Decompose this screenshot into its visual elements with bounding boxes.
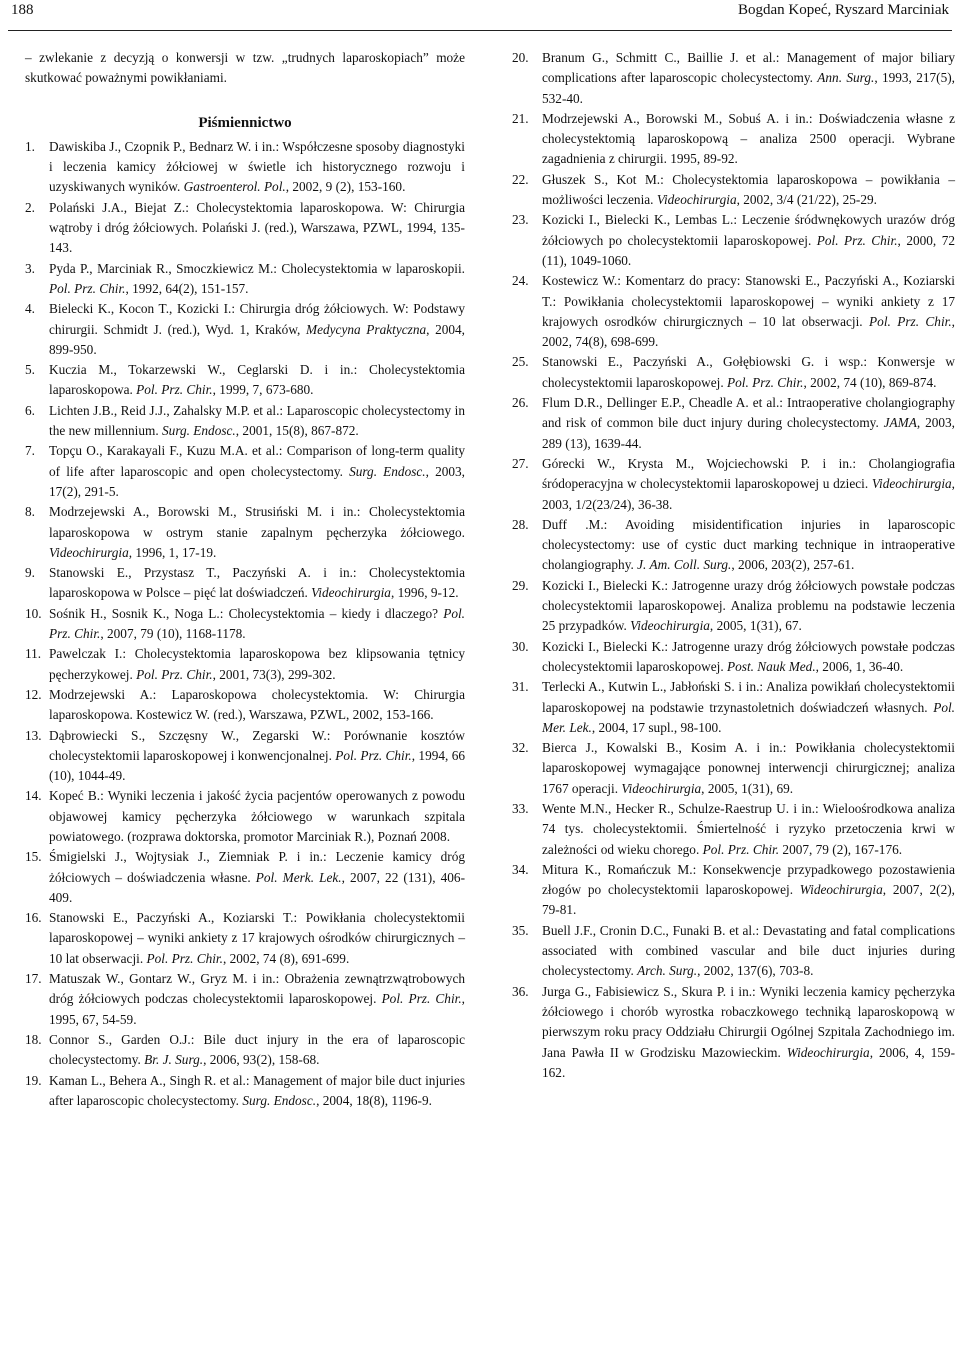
reference-number: 22. bbox=[512, 171, 529, 187]
reference-journal: Pol. Prz. Chir. bbox=[702, 841, 780, 857]
reference-number: 21. bbox=[512, 110, 529, 126]
reference-details: , 1994, 66 (10), 1044-49. bbox=[49, 747, 465, 784]
reference-item bbox=[512, 48, 955, 109]
reference-journal: Videochirurgia bbox=[311, 585, 391, 601]
reference-text: Stanowski E., Paczyński A., Koziarski T.: Powikłania cholecystektomii laparoskopowej – wyniki ankiety z 17 krajowych ośrodków chirurgicznych – 10 lat obserwacji. bbox=[49, 910, 465, 966]
reference-details: 2007, 79 (2), 167-176. bbox=[779, 841, 903, 857]
reference-number: 23. bbox=[512, 212, 529, 228]
reference-number: 6. bbox=[25, 402, 35, 418]
reference-text: Bielecki K., Kocon T., Kozicki I.: Chirurgia dróg żółciowych. W: Podstawy chirurgii. Schmidt J. (red.), Wyd. 1, Kraków, bbox=[49, 301, 465, 337]
reference-list-right bbox=[512, 48, 955, 1083]
reference-number: 15. bbox=[25, 849, 42, 865]
reference-text: Wente M.N., Hecker R., Schulze-Raestrup U. i in.: Wieloośrodkowa analiza 74 tys. cholecystektomii. Śmiertelność i ryzyko przetoczenia krwi w zależności od wieku chorego. bbox=[542, 800, 955, 857]
reference-journal: J. Am. Coll. Surg. bbox=[637, 557, 732, 573]
reference-number: 26. bbox=[512, 395, 529, 411]
reference-text: Kozicki I., Bielecki K., Lembas L.: Leczenie śródwnękowych urazów dróg żółciowych po cholecystektomii laparoskopowej. bbox=[542, 212, 955, 248]
reference-text: Buell J.F., Cronin D.C., Funaki B. et al.: Devastating and fatal complications associated with combined vascular and bile duct injuries during cholecystectomy. bbox=[542, 922, 955, 979]
reference-item bbox=[25, 786, 465, 847]
reference-journal: Br. J. Surg. bbox=[144, 1052, 204, 1068]
reference-journal: Ann. Surg. bbox=[817, 70, 875, 86]
reference-item bbox=[25, 563, 465, 604]
reference-number: 34. bbox=[512, 861, 529, 877]
reference-item bbox=[25, 604, 465, 645]
reference-text: Głuszek S., Kot M.: Cholecystektomia laparoskopowa – powikłania – możliwości leczenia. bbox=[542, 171, 955, 208]
reference-number: 35. bbox=[512, 922, 529, 938]
reference-text: Bierca J., Kowalski B., Kosim A. i in.: Powikłania cholecystektomii laparoskopowej wymagające ponownej interwencji chirurgicznej; analiza 1767 operacji. bbox=[542, 740, 955, 796]
reference-details: , 2007, 22 (131), 406-409. bbox=[49, 869, 465, 905]
reference-number: 19. bbox=[25, 1072, 42, 1088]
reference-journal: Pol. Prz. Chir. bbox=[146, 950, 223, 966]
reference-text: Górecki W., Krysta M., Wojciechowski P. i in.: Cholangiografia śródoperacyjna w cholecystektomii laparoskopowej u dzieci. bbox=[542, 455, 955, 492]
reference-item bbox=[512, 393, 955, 454]
reference-details: , 2003, 1/2(23/24), 36-38. bbox=[542, 476, 955, 512]
reference-text: Terlecki A., Kutwin L., Jabłoński S. i in.: Analiza powikłań cholecystektomii laparoskopowej na podstawie trzynastoletnich doświadczeń własnych. bbox=[542, 679, 955, 715]
reference-journal: Videochirurgia bbox=[656, 192, 737, 208]
reference-item bbox=[25, 137, 465, 198]
reference-journal: Pol. Prz. Chir. bbox=[136, 666, 213, 682]
reference-text: Duff .M.: Avoiding misidentification injuries in laparoscopic cholecystectomy: use of cystic duct marking technique in intraoperative cholangiography. bbox=[542, 516, 955, 573]
reference-text: Mitura K., Romańczuk M.: Konsekwencje przypadkowego pozostawienia złogów po cholecystektomii laparoskopowej. bbox=[542, 861, 955, 898]
reference-journal: Gastroenterol. Pol. bbox=[183, 179, 286, 195]
reference-item bbox=[512, 271, 955, 352]
reference-item bbox=[25, 360, 465, 401]
reference-details: , 1996, 1, 17-19. bbox=[128, 544, 217, 560]
reference-journal: Videochirurgia bbox=[621, 780, 702, 796]
reference-number: 11. bbox=[25, 646, 42, 662]
reference-details: , 1999, 7, 673-680. bbox=[212, 382, 314, 398]
reference-details: , 2001, 15(8), 867-872. bbox=[235, 423, 359, 439]
reference-number: 2. bbox=[25, 199, 35, 215]
reference-text: Kozicki I., Bielecki K.: Jatrogenne urazy dróg żółciowych powstałe podczas cholecystektomii laparoskopowej. Analiza problemu na podstawie leczenia 25 przypadków. bbox=[542, 577, 955, 634]
reference-number: 25. bbox=[512, 354, 529, 370]
reference-number: 20. bbox=[512, 50, 529, 65]
reference-number: 4. bbox=[25, 301, 35, 317]
reference-number: 8. bbox=[25, 504, 35, 520]
reference-journal: Pol. Prz. Chir. bbox=[136, 382, 213, 398]
reference-list-left bbox=[25, 137, 465, 1111]
reference-number: 13. bbox=[25, 727, 42, 743]
reference-text: Connor S., Garden O.J.: Bile duct injury in the era of laparoscopic cholecystectomy. bbox=[49, 1031, 465, 1068]
reference-text: Kostewicz W.: Komentarz do pracy: Stanowski E., Paczyński A., Koziarski T.: Powikłania cholecystektomii laparoskopowej – wyniki ankiety z 17 krajowych osrodków chirurgicznych – 10 lat obserwacji. bbox=[542, 273, 955, 329]
reference-text: Stanowski E., Przystasz T., Paczyński A. i in.: Cholecystektomia laparoskopowa w Polsce – pięć lat doświadczeń. bbox=[49, 565, 465, 601]
reference-journal: Surg. Endosc. bbox=[162, 423, 236, 439]
reference-number: 30. bbox=[512, 638, 529, 654]
reference-details: , 1996, 9-12. bbox=[390, 585, 459, 601]
reference-details: , 2002, 9 (2), 153-160. bbox=[285, 179, 406, 195]
reference-details: , 2004, 899-950. bbox=[49, 321, 466, 357]
reference-text: Modrzejewski A., Borowski M., Sobuś A. i in.: Doświadczenia własne z cholecystektomią laparoskopową – analiza 2500 operacji. Wybrane zagadnienia z chirurgii. 1995, 89-92. bbox=[542, 110, 955, 167]
reference-details: , 2002, 74 (10), 869-874. bbox=[803, 374, 937, 390]
reference-journal: Surg. Endosc. bbox=[242, 1092, 317, 1108]
reference-item bbox=[25, 644, 465, 685]
reference-number: 27. bbox=[512, 455, 529, 471]
reference-number: 28. bbox=[512, 516, 529, 532]
reference-text: Jurga G., Fabisiewicz S., Skura P. i in.: Wyniki leczenia kamicy pęcherzyka żółciowego i chorób wyrostka robaczkowego techniką laparoskopową w pierwszym roku pracy Oddziału Chirurgii Ogólnej Szpitala Zachodniego im. Jana Pawła II w Grodzisku Mazowieckim. bbox=[542, 983, 955, 1060]
reference-details: , 2006, 203(2), 257-61. bbox=[731, 557, 855, 573]
reference-item bbox=[25, 198, 465, 259]
reference-journal: Surg. Endosc. bbox=[349, 463, 426, 479]
reference-details: , 2006, 1, 36-40. bbox=[815, 658, 904, 674]
reference-item bbox=[512, 210, 955, 271]
reference-item bbox=[512, 109, 955, 170]
reference-journal: Pol. Prz. Chir. bbox=[869, 313, 952, 329]
reference-journal: Pol. Prz. Chir. bbox=[727, 374, 804, 390]
reference-details: , 1992, 64(2), 151-157. bbox=[125, 280, 249, 296]
left-column bbox=[25, 48, 465, 1111]
reference-item bbox=[512, 637, 955, 678]
reference-item bbox=[512, 738, 955, 799]
reference-item bbox=[25, 299, 465, 360]
reference-journal: JAMA bbox=[883, 415, 917, 431]
reference-number: 32. bbox=[512, 740, 529, 756]
reference-text: Lichten J.B., Reid J.J., Zahalsky M.P. et al.: Laparoscopic cholecystectomy in the new millennium. bbox=[49, 402, 465, 439]
reference-number: 7. bbox=[25, 443, 35, 459]
reference-journal: Arch. Surg. bbox=[637, 963, 698, 979]
reference-journal: Pol. Mer. Lek. bbox=[542, 699, 955, 735]
reference-journal: Post. Nauk Med. bbox=[727, 658, 816, 674]
reference-journal: Videochirurgia bbox=[871, 476, 952, 492]
reference-details: , 2002, 137(6), 703-8. bbox=[697, 963, 814, 979]
reference-details: , 2007, 79 (10), 1168-1178. bbox=[100, 626, 246, 642]
reference-details: , 1993, 217(5), 532-40. bbox=[542, 70, 955, 106]
reference-text: Topçu O., Karakayali F., Kuzu M.A. et al.: Comparison of long-term quality of life after laparoscopic and open cholecystectomy. bbox=[49, 443, 465, 479]
reference-item bbox=[512, 515, 955, 576]
reference-details: , 2006, 4, 159-162. bbox=[542, 1044, 955, 1080]
reference-text: Sośnik H., Sosnik K., Noga L.: Cholecystektomia – kiedy i dlaczego? bbox=[49, 605, 444, 621]
reference-journal: Wideochirurgia bbox=[786, 1044, 870, 1060]
reference-details: , 2005, 1(31), 67. bbox=[709, 618, 802, 634]
reference-number: 24. bbox=[512, 273, 529, 289]
reference-text: Dąbrowiecki S., Szczęsny W., Zegarski W.: Porównanie kosztów cholecystektomii laparoskopowej i konwencjonalnej. bbox=[49, 727, 465, 763]
reference-number: 16. bbox=[25, 910, 42, 926]
reference-journal: Videochirurgia bbox=[630, 618, 710, 634]
reference-number: 29. bbox=[512, 577, 529, 593]
reference-number: 31. bbox=[512, 679, 529, 695]
reference-item bbox=[512, 799, 955, 860]
reference-journal: Wideochirurgia bbox=[799, 882, 883, 898]
reference-details: , 2001, 73(3), 299-302. bbox=[212, 666, 336, 682]
reference-text: Stanowski E., Paczyński A., Gołębiowski G. i wsp.: Konwersje w cholecystektomii laparoskopowej. bbox=[542, 354, 955, 390]
reference-text: Kaman L., Behera A., Singh R. et al.: Management of major bile duct injuries after laparoscopic cholecystectomy. bbox=[49, 1072, 465, 1108]
reference-item bbox=[25, 969, 465, 1030]
reference-journal: Pol. Prz. Chir. bbox=[816, 232, 898, 248]
reference-item bbox=[25, 401, 465, 442]
reference-text: Modrzejewski A., Borowski M., Strusiński M. i in.: Cholecystektomia laparoskopowa w ostrym stanie zapalnym pęcherzyka żółciowego. bbox=[49, 504, 465, 540]
reference-journal: Pol. Prz. Chir. bbox=[49, 280, 126, 296]
reference-number: 14. bbox=[25, 788, 42, 804]
reference-number: 17. bbox=[25, 971, 42, 987]
reference-journal: Pol. Merk. Lek. bbox=[255, 869, 342, 885]
reference-text: Branum G., Schmitt C., Baillie J. et al.: Management of major biliary complications after laparoscopic cholecystectomy. bbox=[542, 50, 955, 86]
reference-journal: Medycyna Praktyczna bbox=[306, 321, 427, 337]
reference-details: , 2004, 18(8), 1196-9. bbox=[316, 1092, 432, 1108]
reference-item bbox=[25, 908, 465, 969]
reference-number: 1. bbox=[25, 138, 35, 154]
intro-paragraph: – zwlekanie z decyzją o konwersji w tzw. „trudnych laparoskopiach” może skutkować poważnymi powikłaniami. bbox=[25, 50, 465, 86]
reference-text: Flum D.R., Dellinger E.P., Cheadle A. et al.: Intraoperative cholangiography and risk of common bile duct injury during cholecystectomy. bbox=[542, 395, 955, 431]
reference-journal: Videochirurgia bbox=[49, 544, 129, 560]
reference-item bbox=[512, 921, 955, 982]
reference-item bbox=[512, 576, 955, 637]
reference-details: , 2002, 74(8), 698-699. bbox=[542, 313, 955, 350]
reference-number: 10. bbox=[25, 605, 42, 621]
reference-item bbox=[512, 677, 955, 738]
reference-number: 9. bbox=[25, 565, 35, 581]
reference-item bbox=[25, 259, 465, 300]
reference-item bbox=[25, 441, 465, 502]
right-column bbox=[512, 48, 955, 1083]
reference-text: Polański J.A., Biejat Z.: Cholecystektomia laparoskopowa. W: Chirurgia wątroby i dróg żółciowych. Polański J. (red.), Warszawa, PZWL, 1994, 135-143. bbox=[49, 199, 465, 256]
reference-item bbox=[512, 352, 955, 393]
reference-details: , 2006, 93(2), 158-68. bbox=[203, 1052, 320, 1068]
page-header bbox=[8, 0, 952, 31]
reference-journal: Pol. Prz. Chir. bbox=[49, 605, 465, 642]
reference-text: Śmigielski J., Wojtysiak J., Ziemniak P. i in.: Leczenie kamicy dróg żółciowych – doświadczenia własne. bbox=[49, 849, 465, 885]
reference-details: , 2003, 17(2), 291-5. bbox=[49, 463, 465, 499]
reference-item bbox=[25, 847, 465, 908]
reference-item bbox=[25, 1030, 465, 1071]
reference-details: , 2007, 2(2), 79-81. bbox=[542, 882, 955, 918]
page-number: 188 bbox=[11, 2, 34, 18]
reference-details: , 2005, 1(31), 69. bbox=[701, 780, 794, 796]
reference-item bbox=[25, 726, 465, 787]
reference-text: Modrzejewski A.: Laparoskopowa cholecystektomia. W: Chirurgia laparoskopowa. Kostewicz W. (red.), Warszawa, PZWL, 2002, 153-166. bbox=[49, 686, 465, 723]
reference-journal: Pol. Prz. Chir. bbox=[381, 991, 462, 1007]
reference-text: Kopeć B.: Wyniki leczenia i jakość życia pacjentów operowanych z powodu objawowej kamicy pęcherzyka żółciowego w warunkach szpitala powiatowego. (rozprawa doktorska, promotor Marciniak R.), Poznań 2008. bbox=[49, 788, 465, 844]
reference-text: Pawelczak I.: Cholecystektomia laparoskopowa bez klipsowania tętnicy pęcherzykowej. bbox=[49, 646, 465, 682]
reference-item bbox=[512, 982, 955, 1083]
reference-item bbox=[512, 860, 955, 921]
reference-journal: Pol. Prz. Chir. bbox=[335, 747, 412, 763]
reference-item bbox=[512, 170, 955, 211]
reference-item bbox=[512, 454, 955, 515]
reference-details: , 2003, 289 (13), 1639-44. bbox=[542, 415, 955, 451]
reference-item bbox=[25, 1071, 465, 1112]
reference-details: , 2000, 72 (11), 1049-1060. bbox=[542, 232, 955, 268]
reference-number: 12. bbox=[25, 686, 42, 702]
reference-text: Matuszak W., Gontarz W., Gryz M. i in.: Obrażenia zewnątrzwątrobowych dróg żółciowych podczas cholecystektomii laparoskopowej. bbox=[49, 971, 465, 1007]
running-head-authors: Bogdan Kopeć, Ryszard Marciniak bbox=[737, 2, 949, 18]
reference-number: 18. bbox=[25, 1031, 42, 1047]
reference-text: Dawiskiba J., Czopnik P., Bednarz W. i in.: Współczesne sposoby diagnostyki i leczenia kamicy żółciowej w świetle ich historycznego rozwoju i uzyskiwanych wyników. bbox=[49, 138, 465, 195]
reference-details: , 1995, 67, 54-59. bbox=[49, 991, 465, 1027]
reference-number: 3. bbox=[25, 260, 35, 276]
reference-text: Kozicki I., Bielecki K.: Jatrogenne urazy dróg żółciowych powstałe podczas cholecystektomii laparoskopowej. bbox=[542, 638, 955, 674]
reference-number: 5. bbox=[25, 362, 35, 378]
reference-item bbox=[25, 502, 465, 563]
reference-number: 36. bbox=[512, 983, 529, 999]
reference-item bbox=[25, 685, 465, 726]
reference-number: 33. bbox=[512, 800, 529, 816]
section-title: Piśmiennictwo bbox=[198, 114, 292, 131]
reference-details: , 2002, 74 (8), 691-699. bbox=[222, 950, 350, 966]
reference-details: , 2004, 17 supl., 98-100. bbox=[591, 719, 722, 735]
reference-text: Kuczia M., Tokarzewski W., Ceglarski D. i in.: Cholecystektomia laparoskopowa. bbox=[49, 362, 465, 398]
reference-details: , 2002, 3/4 (21/22), 25-29. bbox=[736, 192, 877, 208]
reference-text: Pyda P., Marciniak R., Smoczkiewicz M.: Cholecystektomia w laparoskopii. bbox=[49, 260, 465, 276]
